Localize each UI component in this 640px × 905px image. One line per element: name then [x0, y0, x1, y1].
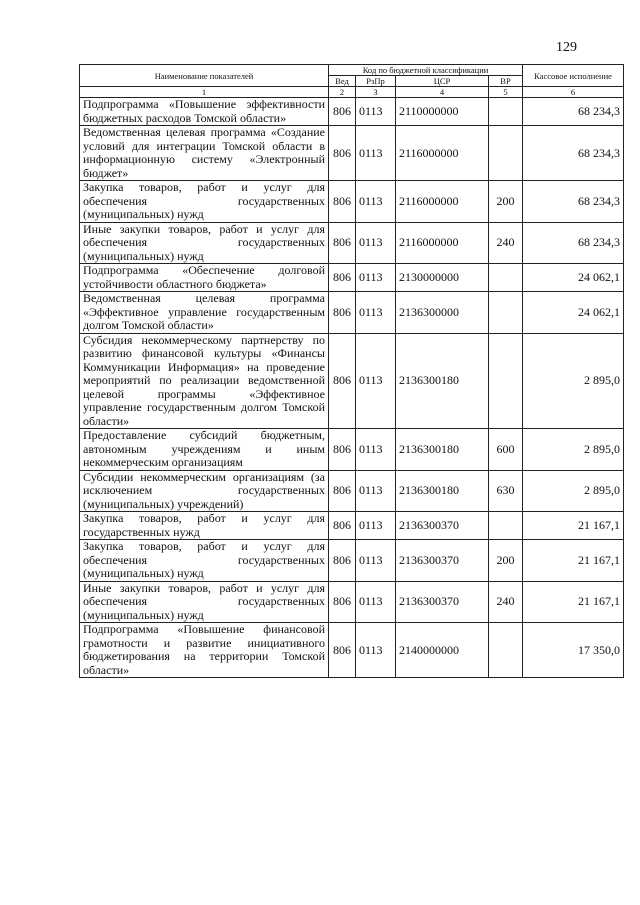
header-numbers-row — [80, 87, 624, 98]
row-vr — [489, 623, 523, 678]
col-number: 6 — [523, 87, 624, 98]
row-vr — [489, 333, 523, 429]
row-rzpr: 0113 — [356, 429, 396, 471]
row-ved: 806 — [329, 429, 356, 471]
row-csr: 2136300180 — [396, 470, 489, 512]
row-csr: 2136300180 — [396, 429, 489, 471]
row-name: Закупка товаров, работ и услуг для обеспечения государственных (муниципальных) нужд — [80, 540, 329, 582]
row-amount: 2 895,0 — [523, 470, 624, 512]
table-row — [80, 98, 624, 126]
row-csr: 2116000000 — [396, 126, 489, 181]
header-ved: Вед — [329, 76, 356, 87]
row-name: Субсидия некоммерческому партнерству по развитию финансовой культуры «Финансы Коммуникации Информация» на проведение мероприятий по реализации ведомственной целевой программы «Эффективное управление государственным долгом Томской области» — [80, 333, 329, 429]
row-csr: 2136300370 — [396, 540, 489, 582]
table-row — [80, 222, 624, 264]
row-rzpr: 0113 — [356, 98, 396, 126]
row-amount: 68 234,3 — [523, 126, 624, 181]
row-ved: 806 — [329, 540, 356, 582]
header-cash: Кассовое исполнение — [523, 65, 624, 87]
col-number: 4 — [396, 87, 489, 98]
row-ved: 806 — [329, 181, 356, 223]
table-body — [80, 98, 624, 678]
row-vr — [489, 264, 523, 292]
table-row — [80, 470, 624, 512]
row-rzpr: 0113 — [356, 126, 396, 181]
budget-table — [79, 64, 624, 678]
row-amount: 24 062,1 — [523, 292, 624, 334]
table-row — [80, 333, 624, 429]
row-rzpr: 0113 — [356, 581, 396, 623]
row-vr — [489, 512, 523, 540]
header-code-group: Код по бюджетной классификации — [329, 65, 523, 76]
row-ved: 806 — [329, 292, 356, 334]
table-row — [80, 581, 624, 623]
row-ved: 806 — [329, 126, 356, 181]
row-vr — [489, 126, 523, 181]
row-csr: 2130000000 — [396, 264, 489, 292]
row-rzpr: 0113 — [356, 292, 396, 334]
row-ved: 806 — [329, 581, 356, 623]
row-amount: 21 167,1 — [523, 540, 624, 582]
row-name: Ведомственная целевая программа «Эффективное управление государственным долгом Томской области» — [80, 292, 329, 334]
row-csr: 2110000000 — [396, 98, 489, 126]
row-name: Подпрограмма «Повышение эффективности бюджетных расходов Томской области» — [80, 98, 329, 126]
row-name: Предоставление субсидий бюджетным, автономным учреждениям и иным некоммерческим организациям — [80, 429, 329, 471]
row-name: Субсидии некоммерческим организациям (за исключением государственных (муниципальных) учреждений) — [80, 470, 329, 512]
row-ved: 806 — [329, 512, 356, 540]
table-row — [80, 181, 624, 223]
row-vr — [489, 98, 523, 126]
page-number: 129 — [556, 40, 577, 55]
row-vr: 200 — [489, 181, 523, 223]
row-rzpr: 0113 — [356, 540, 396, 582]
row-name: Иные закупки товаров, работ и услуг для обеспечения государственных (муниципальных) нужд — [80, 581, 329, 623]
row-rzpr: 0113 — [356, 264, 396, 292]
row-name: Подпрограмма «Обеспечение долговой устойчивости областного бюджета» — [80, 264, 329, 292]
row-ved: 806 — [329, 264, 356, 292]
table-row — [80, 540, 624, 582]
header-vr: ВР — [489, 76, 523, 87]
row-ved: 806 — [329, 333, 356, 429]
row-csr: 2136300180 — [396, 333, 489, 429]
row-rzpr: 0113 — [356, 470, 396, 512]
row-ved: 806 — [329, 623, 356, 678]
row-amount: 21 167,1 — [523, 512, 624, 540]
row-vr: 600 — [489, 429, 523, 471]
row-rzpr: 0113 — [356, 512, 396, 540]
row-name: Иные закупки товаров, работ и услуг для обеспечения государственных (муниципальных) нужд — [80, 222, 329, 264]
header-csr: ЦСР — [396, 76, 489, 87]
row-amount: 2 895,0 — [523, 333, 624, 429]
row-amount: 2 895,0 — [523, 429, 624, 471]
header-name: Наименование показателей — [80, 65, 329, 87]
row-csr: 2116000000 — [396, 181, 489, 223]
table-row — [80, 429, 624, 471]
col-number: 5 — [489, 87, 523, 98]
row-amount: 17 350,0 — [523, 623, 624, 678]
row-ved: 806 — [329, 98, 356, 126]
row-csr: 2136300370 — [396, 512, 489, 540]
row-csr: 2136300000 — [396, 292, 489, 334]
row-vr: 630 — [489, 470, 523, 512]
row-vr: 240 — [489, 581, 523, 623]
row-rzpr: 0113 — [356, 623, 396, 678]
row-name: Закупка товаров, работ и услуг для государственных нужд — [80, 512, 329, 540]
row-csr: 2116000000 — [396, 222, 489, 264]
row-amount: 21 167,1 — [523, 581, 624, 623]
table-row — [80, 292, 624, 334]
row-name: Подпрограмма «Повышение финансовой грамотности и развитие инициативного бюджетирования на территории Томской области» — [80, 623, 329, 678]
row-amount: 24 062,1 — [523, 264, 624, 292]
table-row — [80, 623, 624, 678]
table-row — [80, 264, 624, 292]
row-rzpr: 0113 — [356, 222, 396, 264]
row-ved: 806 — [329, 470, 356, 512]
row-ved: 806 — [329, 222, 356, 264]
row-name: Ведомственная целевая программа «Создание условий для интеграции Томской области в информационную систему «Электронный бюджет» — [80, 126, 329, 181]
header-row-1 — [80, 65, 624, 76]
row-vr — [489, 292, 523, 334]
table-row — [80, 126, 624, 181]
row-rzpr: 0113 — [356, 333, 396, 429]
row-amount: 68 234,3 — [523, 181, 624, 223]
col-number: 1 — [80, 87, 329, 98]
header-rzpr: РзПр — [356, 76, 396, 87]
col-number: 2 — [329, 87, 356, 98]
row-name: Закупка товаров, работ и услуг для обеспечения государственных (муниципальных) нужд — [80, 181, 329, 223]
row-csr: 2140000000 — [396, 623, 489, 678]
row-amount: 68 234,3 — [523, 222, 624, 264]
row-rzpr: 0113 — [356, 181, 396, 223]
table-row — [80, 512, 624, 540]
row-vr: 200 — [489, 540, 523, 582]
row-csr: 2136300370 — [396, 581, 489, 623]
row-amount: 68 234,3 — [523, 98, 624, 126]
row-vr: 240 — [489, 222, 523, 264]
col-number: 3 — [356, 87, 396, 98]
